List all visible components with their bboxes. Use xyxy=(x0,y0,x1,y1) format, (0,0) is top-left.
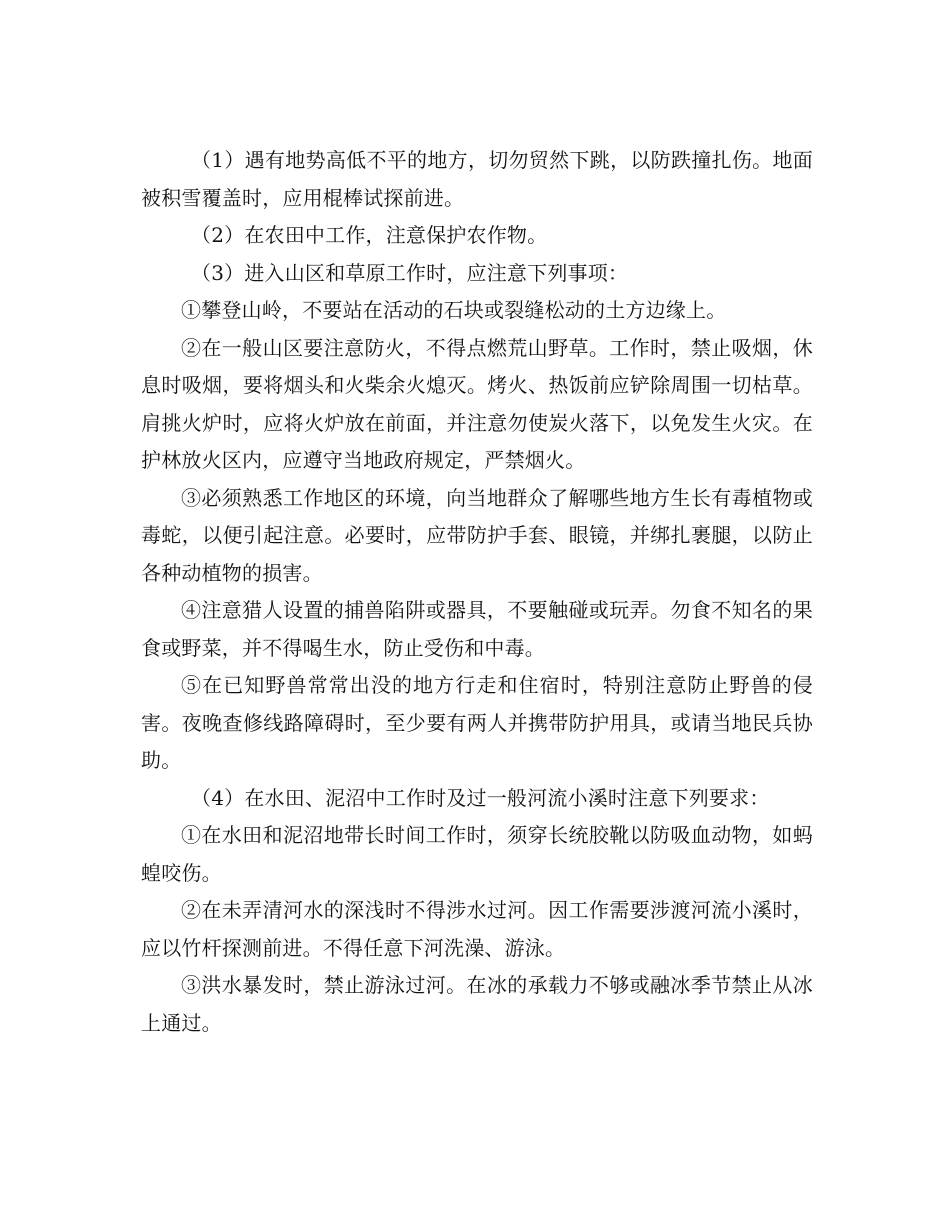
subitem-4-2: ②在未弄清河水的深浅时不得涉水过河。因工作需要涉渡河流小溪时，应以竹杆探测前进。不得任意下河洗澡、游泳。 xyxy=(141,898,813,960)
subitem-3-4: ④注意猎人设置的捕兽陷阱或器具，不要触碰或玩弄。勿食不知名的果食或野菜，并不得喝生水，防止受伤和中毒。 xyxy=(141,598,813,660)
paragraph-item-3: （3）进入山区和草原工作时，应注意下列事项： xyxy=(191,260,629,285)
subitem-3-2: ②在一般山区要注意防火，不得点燃荒山野草。工作时，禁止吸烟，休息时吸烟，要将烟头和火柴余火熄灭。烤火、热饭前应铲除周围一切枯草。肩挑火炉时，应将火炉放在前面，并注意勿使炭火落下，以免发生火灾。在护林放火区内，应遵守当地政府规定，严禁烟火。 xyxy=(141,335,813,472)
paragraph-item-2: （2）在农田中工作，注意保护农作物。 xyxy=(191,223,548,247)
subitem-3-1: ①攀登山岭，不要站在活动的石块或裂缝松动的土方边缘上。 xyxy=(181,298,727,322)
paragraph-item-4: （4）在水田、泥沼中工作时及过一般河流小溪时注意下列要求： xyxy=(191,785,770,810)
document-body xyxy=(141,142,813,1042)
subitem-3-3: ③必须熟悉工作地区的环境，向当地群众了解哪些地方生长有毒植物或毒蛇，以便引起注意。必要时，应带防护手套、眼镜，并绑扎裹腿，以防止各种动植物的损害。 xyxy=(141,485,813,585)
paragraph-item-1: （1）遇有地势高低不平的地方，切勿贸然下跳，以防跌撞扎伤。地面被积雪覆盖时，应用棍棒试探前进。 xyxy=(141,148,813,210)
subitem-4-3: ③洪水暴发时，禁止游泳过河。在冰的承载力不够或融冰季节禁止从冰上通过。 xyxy=(141,973,813,1035)
subitem-3-5: ⑤在已知野兽常常出没的地方行走和住宿时，特别注意防止野兽的侵害。夜晚查修线路障碍时，至少要有两人并携带防护用具，或请当地民兵协助。 xyxy=(141,673,813,772)
subitem-4-1: ①在水田和泥沼地带长时间工作时，须穿长统胶靴以防吸血动物，如蚂蝗咬伤。 xyxy=(141,823,813,885)
